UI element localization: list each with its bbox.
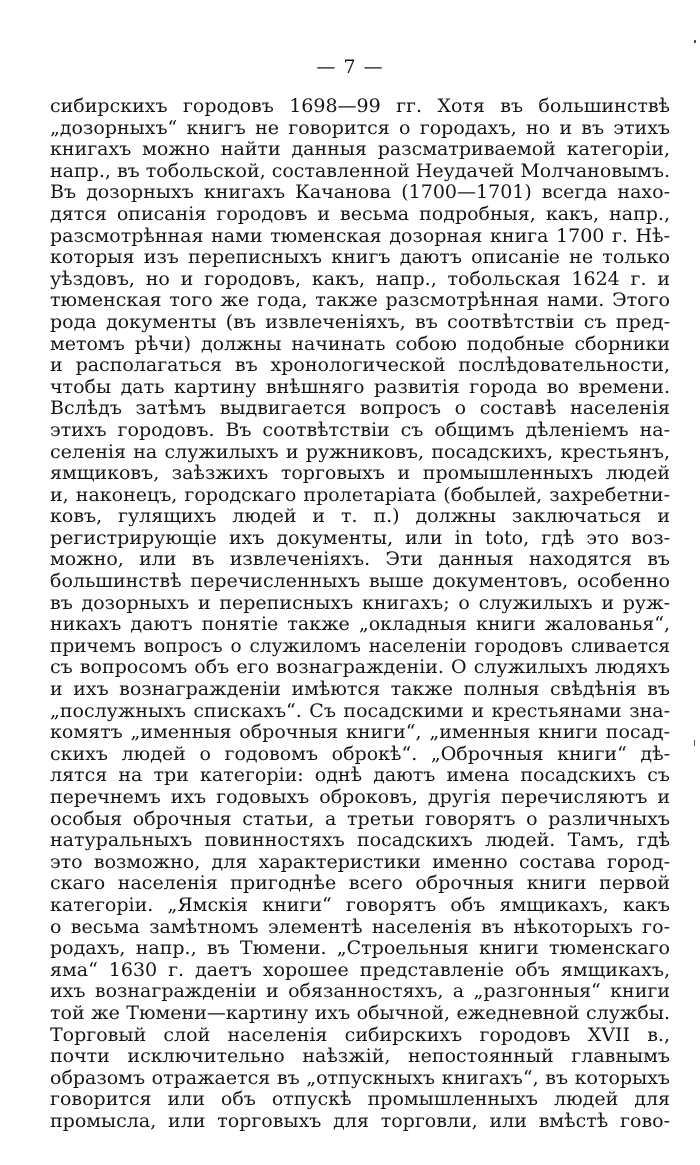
- text-line: ковъ, гулящихъ людей и т. п.) должны заключаться и: [50, 506, 670, 528]
- text-line: натуральныхъ повинностяхъ посадскихъ людей. Тамъ, гдѣ: [50, 830, 670, 852]
- text-line: Въ дозорныхъ книгахъ Качанова (1700—1701) всегда нахо-: [50, 182, 670, 204]
- text-line: регистрирующіе ихъ документы, или in toto, гдѣ это воз-: [50, 527, 670, 549]
- page-number: — 7 —: [316, 56, 384, 78]
- text-line: яма“ 1630 г. даетъ хорошее представленіе объ ямщикахъ,: [50, 959, 670, 981]
- text-line: разсмотрѣнная нами тюменская дозорная книга 1700 г. Нѣ-: [50, 225, 670, 247]
- text-line: образомъ отражается въ „отпускныхъ книгахъ“, въ которыхъ: [50, 1067, 670, 1089]
- text-line: уѣздовъ, но и городовъ, какъ, напр., тобольская 1624 г. и: [50, 268, 670, 290]
- text-line: категоріи. „Ямскія книги“ говорятъ объ ямщикахъ, какъ: [50, 894, 670, 916]
- text-line: съ вопросомъ объ его вознагражденіи. О служилыхъ людяхъ: [50, 657, 670, 679]
- text-line: и, наконецъ, городскаго пролетаріата (бобылей, захребетни-: [50, 484, 670, 506]
- text-line: дятся описанія городовъ и весьма подробныя, какъ, напр.,: [50, 203, 670, 225]
- text-line: напр., въ тобольской, составленной Неудачей Молчановымъ.: [50, 160, 670, 182]
- text-line: лятся на три категоріи: однѣ даютъ имена посадскихъ съ: [50, 765, 670, 787]
- text-line: Торговый слой населенія сибирскихъ городовъ XVII в.,: [50, 1024, 670, 1046]
- text-line: и располагаться въ хронологической послѣдовательности,: [50, 355, 670, 377]
- text-line: сибирскихъ городовъ 1698—99 гг. Хотя въ большинствѣ: [50, 96, 670, 117]
- text-line: ихъ вознагражденіи и обязанностяхъ, а „разгонныя“ книги: [50, 981, 670, 1003]
- text-line: почти исключительно наѣзжій, непостоянный главнымъ: [50, 1046, 670, 1068]
- text-line: это возможно, для характеристики именно состава город-: [50, 851, 670, 873]
- text-line: промысла, или торговыхъ для торговли, или вмѣстѣ гово-: [50, 1110, 670, 1132]
- text-line: той же Тюмени—картину ихъ обычной, ежедневной службы.: [50, 1002, 670, 1024]
- text-line: перечнемъ ихъ годовыхъ оброковъ, другія перечисляютъ и: [50, 787, 670, 808]
- text-line: и ихъ вознагражденіи имѣются также полныя свѣдѣнія въ: [50, 679, 670, 701]
- scan-speck: [694, 40, 696, 43]
- text-line: чтобы дать картину внѣшняго развитія города во времени.: [50, 376, 670, 398]
- text-line: комятъ „именныя оброчныя книги“, „именныя книги посад-: [50, 722, 670, 744]
- scan-speck: [694, 740, 695, 746]
- text-line: родахъ, напр., въ Тюмени. „Строельныя книги тюменскаго: [50, 938, 670, 960]
- text-line: „дозорныхъ“ книгъ не говорится о городахъ, но и въ этихъ: [50, 117, 670, 139]
- text-line: о весьма замѣтномъ элементѣ населенія въ нѣкоторыхъ го-: [50, 916, 670, 938]
- text-line: селенія на служилыхъ и ружниковъ, посадскихъ, крестьянъ,: [50, 441, 670, 463]
- text-line: „послужныхъ спискахъ“. Съ посадскими и крестьянами зна-: [50, 700, 670, 722]
- text-line: рода документы (въ извлеченіяхъ, въ соотвѣтствіи съ пред-: [50, 311, 670, 333]
- text-line: большинствѣ перечисленныхъ выше документовъ, особенно: [50, 571, 670, 593]
- text-line: никахъ даютъ понятіе также „окладныя книги жалованья“,: [50, 614, 670, 636]
- body-text: [50, 96, 670, 1133]
- text-line: тюменская того же года, также разсмотрѣнная нами. Этого: [50, 290, 670, 312]
- text-line: причемъ вопросъ о служиломъ населеніи городовъ сливается: [50, 635, 670, 657]
- text-line: особыя оброчныя статьи, а третьи говорятъ о различныхъ: [50, 808, 670, 830]
- text-line: скаго населенія пригоднѣе всего оброчныя книги первой: [50, 873, 670, 895]
- text-line: ямщиковъ, заѣзжихъ торговыхъ и промышленныхъ людей: [50, 463, 670, 485]
- text-line: говорится или объ отпускѣ промышленныхъ людей для: [50, 1089, 670, 1111]
- text-line: скихъ людей о годовомъ оброкѣ“. „Оброчныя книги“ дѣ-: [50, 743, 670, 765]
- text-line: въ дозорныхъ и переписныхъ книгахъ; о служилыхъ и руж-: [50, 592, 670, 614]
- text-line: можно, или въ извлеченіяхъ. Эти данныя находятся въ: [50, 549, 670, 571]
- text-line: которыя изъ переписныхъ книгъ даютъ описаніе не только: [50, 247, 670, 269]
- text-line: метомъ рѣчи) должны начинать собою подобные сборники: [50, 333, 670, 355]
- text-line: Вслѣдъ затѣмъ выдвигается вопросъ о составѣ населенія: [50, 398, 670, 420]
- text-line: этихъ городовъ. Въ соотвѣтствіи съ общимъ дѣленіемъ на-: [50, 419, 670, 441]
- text-line: книгахъ можно найти данныя разсматриваемой категоріи,: [50, 139, 670, 161]
